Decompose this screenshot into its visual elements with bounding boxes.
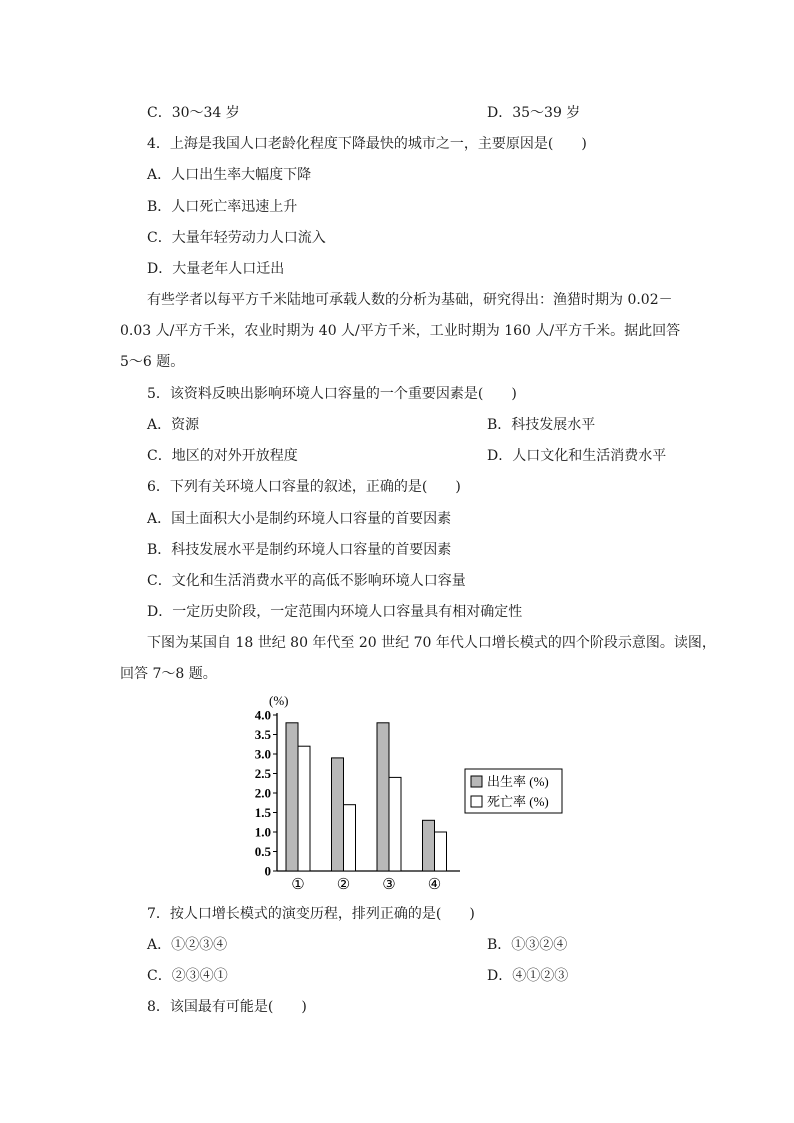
passage1-line3: 5～6 题。 xyxy=(120,354,185,370)
legend-label: 出生率 (%) xyxy=(487,774,549,789)
bar-birth-3 xyxy=(377,723,389,871)
legend-label: 死亡率 (%) xyxy=(487,794,549,809)
passage2-line1: 下图为某国自 18 世纪 80 年代至 20 世纪 70 年代人口增长模式的四个阶段示意图。读图， xyxy=(147,635,716,651)
q4-option-b: B．人口死亡率迅速上升 xyxy=(147,199,298,215)
x-tick-label: ④ xyxy=(427,877,442,893)
bar-death-2 xyxy=(344,805,356,871)
bar-birth-2 xyxy=(332,758,344,871)
passage2-line2: 回答 7～8 题。 xyxy=(120,666,217,682)
q4-option-d: D．大量老年人口迁出 xyxy=(147,261,285,277)
q3-option-d: D．35～39 岁 xyxy=(487,105,581,121)
bar-death-4 xyxy=(435,832,447,871)
legend-swatch xyxy=(471,776,482,787)
bar-death-1 xyxy=(298,746,310,871)
y-tick-label: 4.0 xyxy=(254,707,271,723)
y-axis-label: (%) xyxy=(269,693,289,708)
q7-option-d: D．④①②③ xyxy=(487,968,569,984)
legend-swatch xyxy=(471,796,482,807)
q5-option-c: C．地区的对外开放程度 xyxy=(147,448,298,464)
q7-option-a: A．①②③④ xyxy=(147,937,228,953)
q4-option-a: A．人口出生率大幅度下降 xyxy=(147,167,312,183)
q4-stem: 4．上海是我国人口老龄化程度下降最快的城市之一，主要原因是( ) xyxy=(147,136,587,152)
y-tick-label: 2.5 xyxy=(254,766,271,781)
q6-option-b: B．科技发展水平是制约环境人口容量的首要因素 xyxy=(147,542,452,558)
y-tick-label: 0 xyxy=(264,863,271,879)
q7-option-c: C．②③④① xyxy=(147,968,228,984)
y-tick-label: 2.0 xyxy=(254,785,271,801)
population-growth-bar-chart xyxy=(245,688,575,893)
bar-birth-1 xyxy=(286,723,298,871)
chart-legend xyxy=(465,769,562,813)
y-tick-label: 0.5 xyxy=(254,844,271,859)
q7-stem: 7．按人口增长模式的演变历程，排列正确的是( ) xyxy=(147,906,475,922)
bar-birth-4 xyxy=(423,820,435,871)
passage1-line1: 有些学者以每平方千米陆地可承载人数的分析为基础，研究得出：渔猎时期为 0.02－ xyxy=(147,292,673,308)
q6-option-a: A．国土面积大小是制约环境人口容量的首要因素 xyxy=(147,511,452,527)
q5-option-b: B．科技发展水平 xyxy=(487,417,596,433)
y-tick-label: 1.5 xyxy=(254,805,271,820)
passage1-line2: 0.03 人/平方千米，农业时期为 40 人/平方千米，工业时期为 160 人/平方千米。据此回答 xyxy=(120,323,681,339)
q4-option-c: C．大量年轻劳动力人口流入 xyxy=(147,230,326,246)
x-tick-label: ③ xyxy=(382,877,396,893)
q5-option-a: A．资源 xyxy=(147,417,200,433)
x-tick-label: ② xyxy=(336,877,351,893)
q8-stem: 8．该国最有可能是( ) xyxy=(147,999,307,1015)
x-tick-label: ① xyxy=(291,877,305,893)
y-tick-label: 3.5 xyxy=(254,727,271,742)
y-tick-label: 3.0 xyxy=(254,746,271,762)
bar-death-3 xyxy=(389,777,401,871)
q6-option-c: C．文化和生活消费水平的高低不影响环境人口容量 xyxy=(147,573,466,589)
q5-option-d: D．人口文化和生活消费水平 xyxy=(487,448,667,464)
q7-option-b: B．①③②④ xyxy=(487,937,568,953)
q6-stem: 6．下列有关环境人口容量的叙述，正确的是( ) xyxy=(147,479,461,495)
q5-stem: 5．该资料反映出影响环境人口容量的一个重要因素是( ) xyxy=(147,386,517,402)
y-tick-label: 1.0 xyxy=(254,824,271,840)
q6-option-d: D．一定历史阶段，一定范围内环境人口容量具有相对确定性 xyxy=(147,604,523,620)
q3-option-c: C．30～34 岁 xyxy=(147,105,240,121)
